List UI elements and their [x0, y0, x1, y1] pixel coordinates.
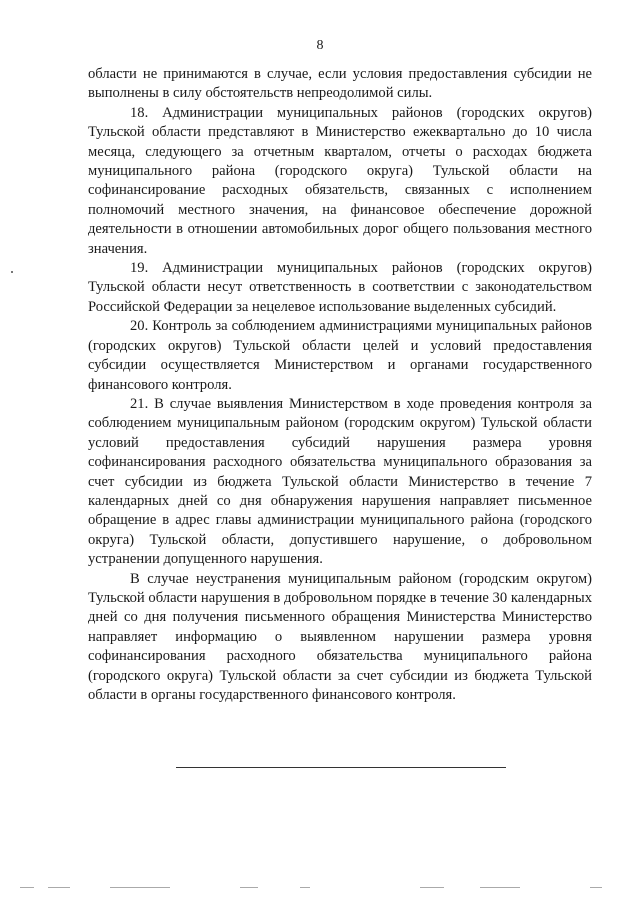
page-number: 8 [316, 38, 324, 53]
paragraph-21-continuation: В случае неустранения муниципальным районом (городским округом) Тульской области нарушения в добровольном порядке в течение 30 календарных дней со дня получения письменного обращения Министерства Министерство направляет информацию о выявленном нарушении размера уровня софинансирования расходного обязательства муниципального района (городского округа) Тульской области за счет субсидии из бюджета Тульской области в органы государственного финансового контроля. [88, 570, 592, 703]
scan-artifacts [0, 887, 640, 891]
margin-dot [11, 271, 13, 273]
paragraph-20: 20. Контроль за соблюдением администрациями муниципальных районов (городских округов) Тульской области целей и условий предоставления субсидии осуществляется Министерством и органами государственного финансового контроля. [88, 318, 592, 393]
paragraph-19: 19. Администрации муниципальных районов (городских округов) Тульской области несут ответственность в соответствии с законодательством Российской Федерации за нецелевое использование выделенных субсидий. [88, 260, 592, 315]
document-body [88, 65, 592, 705]
paragraph-21: 21. В случае выявления Министерством в ходе проведения контроля за соблюдением муниципальным районом (городским округом) Тульской области условий предоставления субсидий нарушения размера уровня софинансирования расходного обязательства муниципального образования за счет субсидии из бюджета Тульской области Министерство в течение 7 календарных дней со дня обнаружения нарушения направляет письменное обращение в адрес главы администрации муниципального района (городского округа) Тульской области, допустившего нарушение, о добровольном устранении допущенного нарушения. [88, 395, 592, 568]
paragraph-continuation: области не принимаются в случае, если условия предоставления субсидии не выполнены в силу обстоятельств непреодолимой силы. [88, 66, 592, 102]
end-of-document-line [176, 767, 506, 768]
paragraph-18: 18. Администрации муниципальных районов (городских округов) Тульской области представляют в Министерство ежеквартально до 10 числа месяца, следующего за отчетным кварталом, отчеты о расходах бюджета муниципального района (городского округа) Тульской области на софинансирование расходных обязательств, связанных с исполнением полномочий местного значения, на финансовое обеспечение дорожной деятельности в отношении автомобильных дорог общего пользования местного значения. [88, 104, 592, 257]
